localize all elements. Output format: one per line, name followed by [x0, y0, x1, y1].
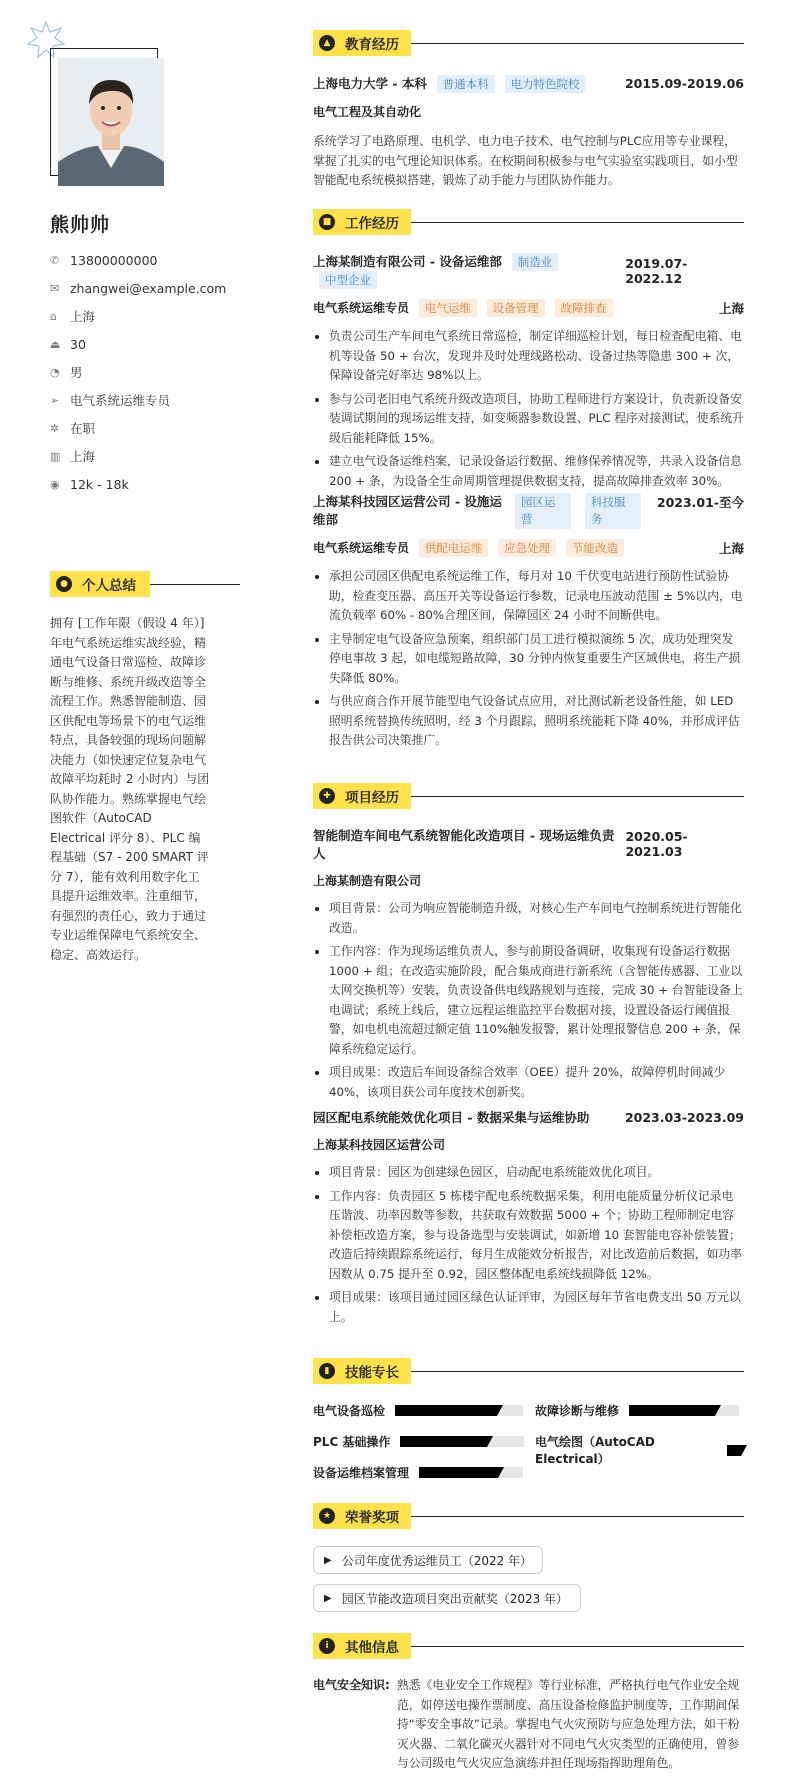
- list-item: 工作内容：作为现场运维负责人，参与前期设备调研，收集现有设备运行数据 1000 + 组；在改造实施阶段，配合集成商进行新系统（含智能传感器、工业以太网交换机等）安装，负责设备供电线路规划与连接，完成 30 + 台智能设备上电调试；系统上线后，建立远程运维监控平台数据对接，设置设备运行阈值报警，如电机电流超过额定值 110%触发报警，累计处理报警信息 200 + 条，保障系统稳定运行。: [313, 942, 744, 1059]
- trophy-icon: ★: [319, 1508, 335, 1524]
- contact-info-text: 30: [70, 336, 86, 352]
- list-item: 与供应商合作开展节能型电气设备试点应用，对比测试新老设备性能，如 LED 照明系统替换传统照明，经 3 个月跟踪，照明系统能耗下降 40%，并形成评估报告供公司决策推广。: [313, 692, 744, 751]
- other-title: 其他信息: [345, 1640, 399, 1656]
- skill-bar-fill: [727, 1445, 740, 1456]
- skill-row: [313, 1402, 523, 1419]
- contact-info-text: 上海: [70, 449, 96, 464]
- award-item[interactable]: [313, 1546, 543, 1574]
- award-label: 公司年度优秀运维员工（2022 年）: [341, 1553, 533, 1568]
- school-tag: 普通本科: [437, 75, 495, 93]
- skill-bar: [629, 1405, 739, 1416]
- contact-info-text: 13800000000: [70, 252, 158, 268]
- contact-info-text: 在职: [70, 421, 96, 436]
- skill-row: [535, 1433, 744, 1467]
- info-icon: ⅰ: [319, 1638, 335, 1654]
- contact-info-row: [50, 386, 240, 414]
- role-tag: 应急处理: [498, 539, 556, 557]
- summary-text: 拥有 [工作年限（假设 4 年）] 年电气系统运维实战经验，精通电气设备日常巡检、故障诊断与维修、系统升级改造等全流程工作。熟悉智能制造、园区供配电等场景下的电气运维特点，具备较强的现场问题解决能力（如快速定位复杂电气故障平均耗时 2 小时内）与团队协作能力。熟练掌握电气绘图软件（AutoCAD Electrical 评分 8）、PLC 编程基础（S7 - 200 SMART 评分 7），能有效利用数字化工具提升运维效率。注重细节，有强烈的责任心，致力于通过专业运维保障电气系统安全、稳定、高效运行。: [50, 616, 210, 962]
- candidate-name: 熊帅帅: [50, 214, 111, 236]
- job-entry: [313, 493, 744, 755]
- job-date: 2023.01-至今: [656, 495, 744, 510]
- job-city: 上海: [718, 541, 744, 556]
- company-name: 上海某制造有限公司 - 设备运维部: [313, 254, 502, 269]
- status-icon: ✲: [50, 421, 60, 435]
- skill-name: 电气绘图（AutoCAD Electrical）: [535, 1435, 655, 1466]
- contact-info-row: [50, 414, 240, 442]
- school-tag: 电力特色院校: [505, 75, 586, 93]
- contact-info-text: 电气系统运维专员: [70, 393, 171, 408]
- other-label: 电气安全知识:: [313, 1678, 390, 1692]
- project-bullets: [313, 899, 744, 1102]
- contact-info-row: [50, 442, 240, 470]
- skills-title: 技能专长: [345, 1365, 399, 1381]
- contact-info-row: [50, 246, 240, 274]
- list-item: 参与公司老旧电气系统升级改造项目，协助工程师进行方案设计，负责新设备安装调试期间的现场运维支持，如变频器参数设置、PLC 程序对接测试，使系统升级后能耗降低 15%。: [313, 390, 744, 449]
- grid-icon: ✚: [319, 788, 335, 804]
- skill-bar-fill: [400, 1436, 487, 1447]
- company-name: 上海某科技园区运营公司 - 设施运维部: [313, 494, 502, 527]
- position-icon: ➢: [50, 393, 60, 407]
- skill-row: [535, 1402, 739, 1419]
- city-icon: ▥: [50, 449, 61, 463]
- work-section-header: [313, 209, 744, 235]
- awards-section-header: [313, 1503, 744, 1529]
- contact-info-row: [50, 302, 240, 330]
- role-tag: 设备管理: [487, 299, 545, 317]
- skill-name: 设备运维档案管理: [313, 1466, 410, 1480]
- role-tag: 供配电运维: [419, 539, 489, 557]
- contact-info-row: [50, 358, 240, 386]
- list-item: 主导制定电气设备应急预案，组织部门员工进行模拟演练 5 次，成功处理突发停电事故 3 起，如电缆短路故障，30 分钟内恢复重要生产区域供电，将生产损失降低 80%。: [313, 630, 744, 689]
- education-title: 教育经历: [345, 37, 399, 53]
- list-item: 建立电气设备运维档案，记录设备运行数据、维修保养情况等，共录入设备信息 200 + 条，为设备全生命周期管理提供数据支持，提高故障排查效率 30%。: [313, 452, 744, 491]
- job-role: 电气系统运维专员: [313, 541, 410, 555]
- other-info: [313, 1676, 744, 1774]
- job-entry: [313, 252, 744, 495]
- role-tag: 故障排查: [555, 299, 613, 317]
- home-icon: ⌂: [50, 309, 57, 323]
- project-name: 园区配电系统能效优化项目 - 数据采集与运维协助: [313, 1110, 590, 1125]
- gender-icon: ◔: [50, 365, 60, 379]
- project-company: 上海某制造有限公司: [313, 874, 422, 888]
- other-text: 熟悉《电业安全工作规程》等行业标准，严格执行电气作业安全规范，如停送电操作票制度、高压设备检修监护制度等，工作期间保持“零安全事故”记录。掌握电气火灾预防与应急处理方法，如干粉灭火器、二氧化碳灭火器针对不同电气火灾类型的正确使用，曾参与公司级电气火灾应急演练并担任现场指挥助理角色。: [397, 1678, 740, 1770]
- work-title: 工作经历: [345, 216, 399, 232]
- phone-icon: ✆: [50, 253, 60, 267]
- awards-title: 荣誉奖项: [345, 1510, 399, 1526]
- age-icon: ⏏: [50, 337, 61, 351]
- summary-title: 个人总结: [82, 578, 136, 594]
- list-item: 项目成果：该项目通过园区绿色认证评审，为园区每年节省电费支出 50 万元以上。: [313, 1288, 744, 1327]
- award-item[interactable]: [313, 1584, 581, 1612]
- list-item: 承担公司园区供配电系统运维工作，每月对 10 千伏变电站进行预防性试验协助，检查变压器、高压开关等设备运行参数，记录电压波动范围 ± 5%以内，电流负载率 60% - 80%合理区间，保障园区 24 小时不间断供电。: [313, 567, 744, 626]
- play-triangle-icon: ▶: [324, 1554, 332, 1566]
- contact-info-row: [50, 274, 240, 302]
- graduation-cap-icon: ▲: [319, 35, 335, 51]
- list-item: 负责公司生产车间电气系统日常巡检，制定详细巡检计划，每日检查配电箱、电机等设备 50 + 台次，发现并及时处理线路松动、设备过热等隐患 300 + 次，保障设备完好率达 98%以上。: [313, 327, 744, 386]
- skill-name: 电气设备巡检: [313, 1404, 386, 1418]
- contact-info-text: 男: [70, 365, 83, 380]
- job-role: 电气系统运维专员: [313, 301, 410, 315]
- job-bullets: [313, 567, 744, 751]
- avatar-photo: [58, 58, 164, 186]
- job-city: 上海: [718, 301, 744, 316]
- skill-bar-fill: [629, 1405, 715, 1416]
- skill-name: 故障诊断与维修: [535, 1404, 620, 1418]
- skills-grid: [313, 1402, 744, 1492]
- user-icon: ●: [56, 576, 72, 592]
- education-section-header: [313, 30, 744, 56]
- projects-title: 项目经历: [345, 790, 399, 806]
- education-description: 系统学习了电路原理、电机学、电力电子技术、电气控制与PLC应用等专业课程，掌握了扎实的电气理论知识体系。在校期间积极参与电气实验室实践项目，如小型智能配电系统模拟搭建，锻炼了动手能力与团队协作能力。: [313, 134, 738, 187]
- project-date: 2020.05-2021.03: [625, 829, 688, 859]
- skills-section-header: [313, 1358, 744, 1384]
- skill-bar-fill: [395, 1405, 497, 1416]
- skill-bar: [727, 1445, 744, 1456]
- play-triangle-icon: ▶: [324, 1592, 332, 1604]
- company-tag: 科技服务: [585, 493, 641, 529]
- projects-section-header: [313, 783, 744, 809]
- company-tag: 园区运营: [515, 493, 571, 529]
- contact-info-text: 上海: [70, 309, 96, 324]
- company-tag: 中型企业: [319, 271, 377, 289]
- award-label: 园区节能改造项目突出贡献奖（2023 年）: [341, 1591, 569, 1606]
- education-date: 2015.09-2019.06: [624, 76, 744, 91]
- job-bullets: [313, 327, 744, 491]
- skill-row: [313, 1464, 523, 1481]
- skill-name: PLC 基础操作: [313, 1435, 391, 1449]
- project-bullets: [313, 1163, 744, 1327]
- skill-bar: [395, 1405, 523, 1416]
- education-entry: [313, 74, 744, 191]
- list-item: 项目背景：公司为响应智能制造升级，对核心生产车间电气控制系统进行智能化改造。: [313, 899, 744, 938]
- mail-icon: ✉: [50, 281, 60, 295]
- salary-icon: ◉: [50, 477, 60, 491]
- project-entry: [313, 1108, 744, 1331]
- skill-bar-fill: [419, 1467, 498, 1478]
- project-date: 2023.03-2023.09: [624, 1109, 744, 1125]
- job-date: 2019.07-2022.12: [625, 255, 688, 286]
- summary-section-header: [50, 571, 214, 597]
- briefcase-icon: ■: [319, 214, 335, 230]
- contact-info-list: [50, 246, 240, 498]
- contact-info-row: [50, 470, 240, 498]
- bar-chart-icon: ▮: [319, 1363, 335, 1379]
- school-name: 上海电力大学 - 本科: [313, 76, 427, 91]
- left-column: [0, 0, 240, 1776]
- project-name: 智能制造车间电气系统智能化改造项目 - 现场运维负责人: [313, 828, 615, 861]
- list-item: 项目成果：改造后车间设备综合效率（OEE）提升 20%，故障停机时间减少 40%，该项目获公司年度技术创新奖。: [313, 1063, 744, 1102]
- other-section-header: [313, 1633, 744, 1659]
- role-tag: 节能改造: [566, 539, 624, 557]
- project-entry: [313, 826, 744, 1106]
- contact-info-text[interactable]: zhangwei@example.com: [70, 280, 227, 296]
- skill-bar: [400, 1436, 524, 1447]
- company-tag: 制造业: [512, 253, 559, 271]
- major: 电气工程及其自动化: [313, 105, 422, 119]
- contact-info-text: 12k - 18k: [70, 476, 129, 492]
- skill-row: [313, 1433, 524, 1450]
- skill-bar: [419, 1467, 523, 1478]
- list-item: 项目背景：园区为创建绿色园区，启动配电系统能效优化项目。: [313, 1163, 744, 1183]
- role-tag: 电气运维: [419, 299, 477, 317]
- project-company: 上海某科技园区运营公司: [313, 1138, 446, 1152]
- list-item: 工作内容：负责园区 5 栋楼宇配电系统数据采集，利用电能质量分析仪记录电压谐波、功率因数等参数，共获取有效数据 5000 + 个；协助工程师制定电容补偿柜改造方案，参与设备选型与安装调试，如新增 10 套智能电容补偿装置；改造后持续跟踪系统运行，每月生成能效分析报告，对比改造前后数据，如功率因数从 0.75 提升至 0.92，园区整体配电系统线损降低 12%。: [313, 1187, 744, 1285]
- contact-info-row: [50, 330, 240, 358]
